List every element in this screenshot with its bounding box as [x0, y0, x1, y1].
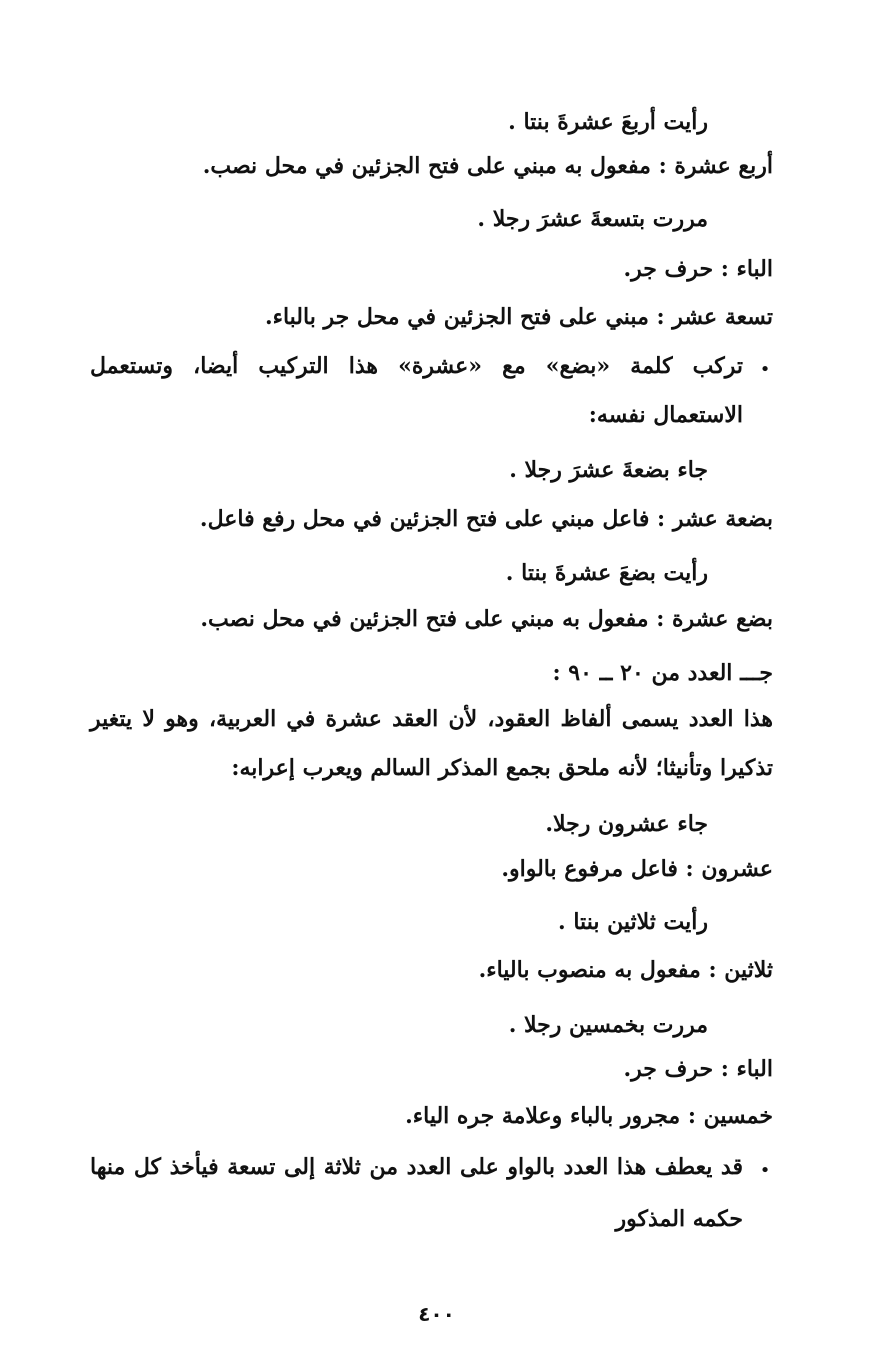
paragraph-line: هذا العدد يسمى ألفاظ العقود، لأن العقد عشرة في العربية، وهو لا يتغير: [90, 706, 773, 732]
example-sentence: مررت بتسعةَ عشرَ رجلا .: [477, 206, 708, 232]
parsing-line: تسعة عشر : مبني على فتح الجزئين في محل جر بالباء.: [264, 304, 773, 330]
page-number: ٤٠٠: [418, 1302, 455, 1326]
parsing-line: خمسين : مجرور بالباء وعلامة جره الياء.: [405, 1103, 773, 1129]
example-sentence: جاء بضعةَ عشرَ رجلا .: [509, 457, 708, 483]
example-sentence: جاء عشرون رجلا.: [545, 811, 708, 837]
parsing-line: عشرون : فاعل مرفوع بالواو.: [501, 856, 773, 882]
example-sentence: رأيت أربعَ عشرةَ بنتا .: [508, 109, 708, 135]
parsing-line: بضع عشرة : مفعول به مبني على فتح الجزئين في محل نصب.: [200, 606, 773, 632]
parsing-line: أربع عشرة : مفعول به مبني على فتح الجزئين في محل نصب.: [202, 153, 773, 179]
section-heading: جـــ العدد من ٢٠ ــ ٩٠ :: [552, 660, 773, 686]
parsing-line: الباء : حرف جر.: [623, 1056, 773, 1082]
example-sentence: مررت بخمسين رجلا .: [508, 1012, 708, 1038]
parsing-line: بضعة عشر : فاعل مبني على فتح الجزئين في محل رفع فاعل.: [199, 506, 773, 532]
bullet-icon: •: [759, 359, 771, 380]
bullet-paragraph-line: حكمه المذكور: [615, 1206, 743, 1232]
example-sentence: رأيت ثلاثين بنتا .: [558, 909, 708, 935]
parsing-line: الباء : حرف جر.: [623, 256, 773, 282]
bullet-paragraph-line: قد يعطف هذا العدد بالواو على العدد من ثلاثة إلى تسعة فيأخذ كل منها: [90, 1154, 743, 1180]
bullet-icon: •: [759, 1160, 771, 1181]
bullet-paragraph-line: الاستعمال نفسه:: [588, 402, 743, 428]
example-sentence: رأيت بضعَ عشرةَ بنتا .: [505, 560, 708, 586]
bullet-paragraph-line: تركب كلمة «بضع» مع «عشرة» هذا التركيب أيضا، وتستعمل: [90, 353, 743, 379]
parsing-line: ثلاثين : مفعول به منصوب بالياء.: [478, 957, 773, 983]
paragraph-line: تذكيرا وتأنيثا؛ لأنه ملحق بجمع المذكر السالم ويعرب إعرابه:: [231, 755, 773, 781]
